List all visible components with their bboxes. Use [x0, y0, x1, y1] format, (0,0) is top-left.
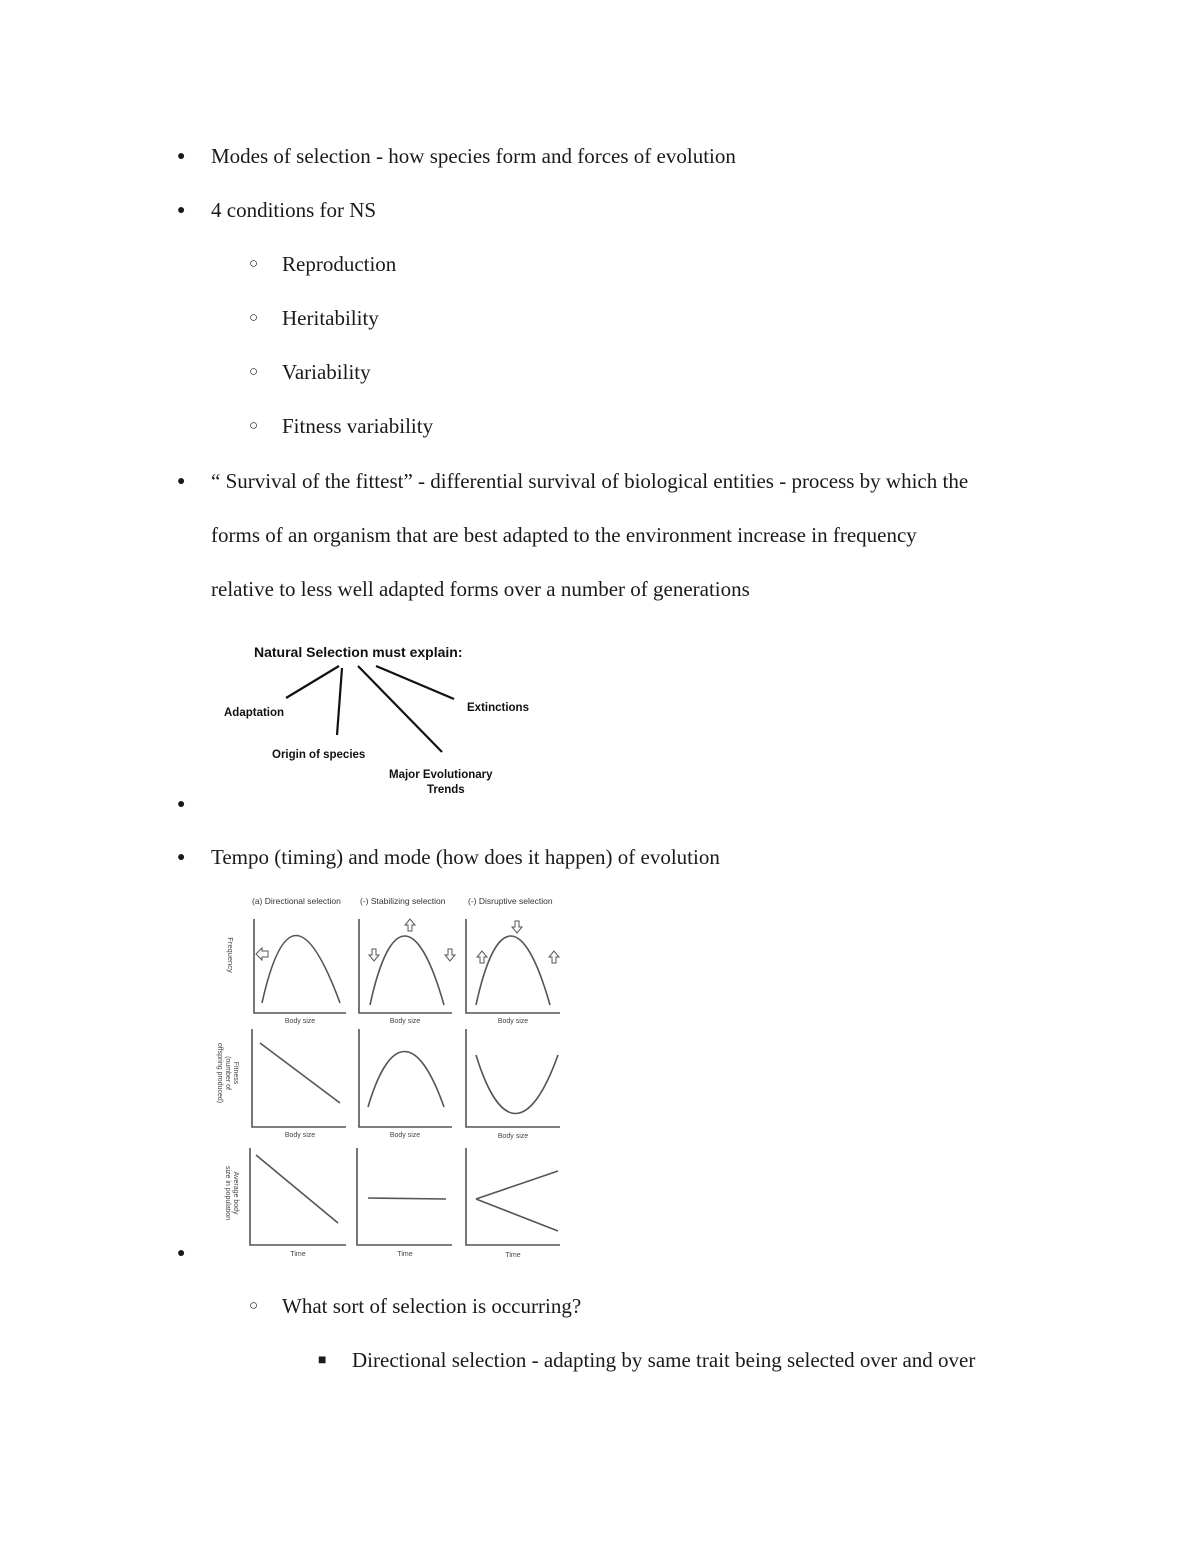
bullet-disc	[177, 845, 185, 871]
survival-text-line2: forms of an organism that are best adapted to the environment increase in frequency	[211, 523, 917, 547]
condition-heritability: Heritability	[282, 306, 379, 330]
row3-ylabel	[224, 1166, 239, 1220]
what-sort-text: What sort of selection is occurring?	[282, 1294, 582, 1318]
ns-label-major-trends-2: Trends	[427, 784, 465, 796]
survival-text-line1: “ Survival of the fittest” - differential survival of biological entities - process by which the	[211, 469, 969, 493]
row1-ylabel: Frequency	[226, 937, 235, 973]
xlabel-r1c1: Body size	[284, 1018, 316, 1025]
header-disruptive: (-) Disruptive selection	[468, 896, 553, 906]
bullet-disc	[177, 1241, 185, 1267]
ns-label-origin-of-species: Origin of species	[272, 749, 366, 761]
survival-text-line3: relative to less well adapted forms over a number of generations	[211, 577, 750, 601]
xlabel-r1c3: Body size	[497, 1018, 529, 1025]
xlabel-r2c1: Body size	[284, 1132, 316, 1139]
header-stabilizing: (-) Stabilizing selection	[360, 896, 446, 906]
modes-of-selection-text: Modes of selection - how species form and forces of evolution	[211, 144, 736, 168]
bullet-circle	[249, 1293, 258, 1320]
xlabel-r3c2: Time	[397, 1251, 413, 1258]
bullet-circle	[249, 251, 258, 278]
tempo-mode-text: Tempo (timing) and mode (how does it happen) of evolution	[211, 845, 720, 869]
svg-text:offspring produced): offspring produced)	[216, 1042, 223, 1104]
bullet-disc	[177, 198, 185, 224]
xlabel-r1c2: Body size	[389, 1018, 421, 1025]
ns-label-extinctions: Extinctions	[467, 702, 529, 714]
condition-variability: Variability	[282, 360, 371, 384]
header-directional: (a) Directional selection	[252, 896, 341, 906]
bullet-circle	[249, 305, 258, 332]
natural-selection-diagram	[214, 630, 540, 805]
ns-diagram-title: Natural Selection must explain:	[254, 644, 463, 660]
bullet-circle	[249, 359, 258, 386]
bullet-square	[318, 1348, 326, 1374]
bullet-disc	[177, 144, 185, 170]
four-conditions-text: 4 conditions for NS	[211, 198, 377, 222]
xlabel-r2c3: Body size	[497, 1133, 529, 1140]
selection-modes-figure	[212, 893, 568, 1261]
bullet-disc	[177, 792, 185, 818]
ns-label-adaptation: Adaptation	[224, 707, 285, 719]
xlabel-r3c1: Time	[290, 1251, 306, 1258]
svg-text:Average body: Average body	[232, 1171, 239, 1215]
condition-reproduction: Reproduction	[282, 252, 397, 276]
svg-text:size in population: size in population	[224, 1165, 231, 1221]
bullet-circle	[249, 413, 258, 440]
bullet-disc	[177, 469, 185, 495]
condition-fitness-variability: Fitness variability	[282, 414, 434, 438]
directional-selection-text: Directional selection - adapting by same trait being selected over and over	[352, 1348, 976, 1372]
xlabel-r3c3: Time	[505, 1252, 521, 1259]
row2-ylabel	[216, 1043, 239, 1103]
svg-text:Fitness: Fitness	[232, 1061, 239, 1085]
xlabel-r2c2: Body size	[389, 1132, 421, 1139]
ns-label-major-trends-1: Major Evolutionary	[389, 769, 493, 781]
svg-text:(number of: (number of	[224, 1056, 231, 1090]
